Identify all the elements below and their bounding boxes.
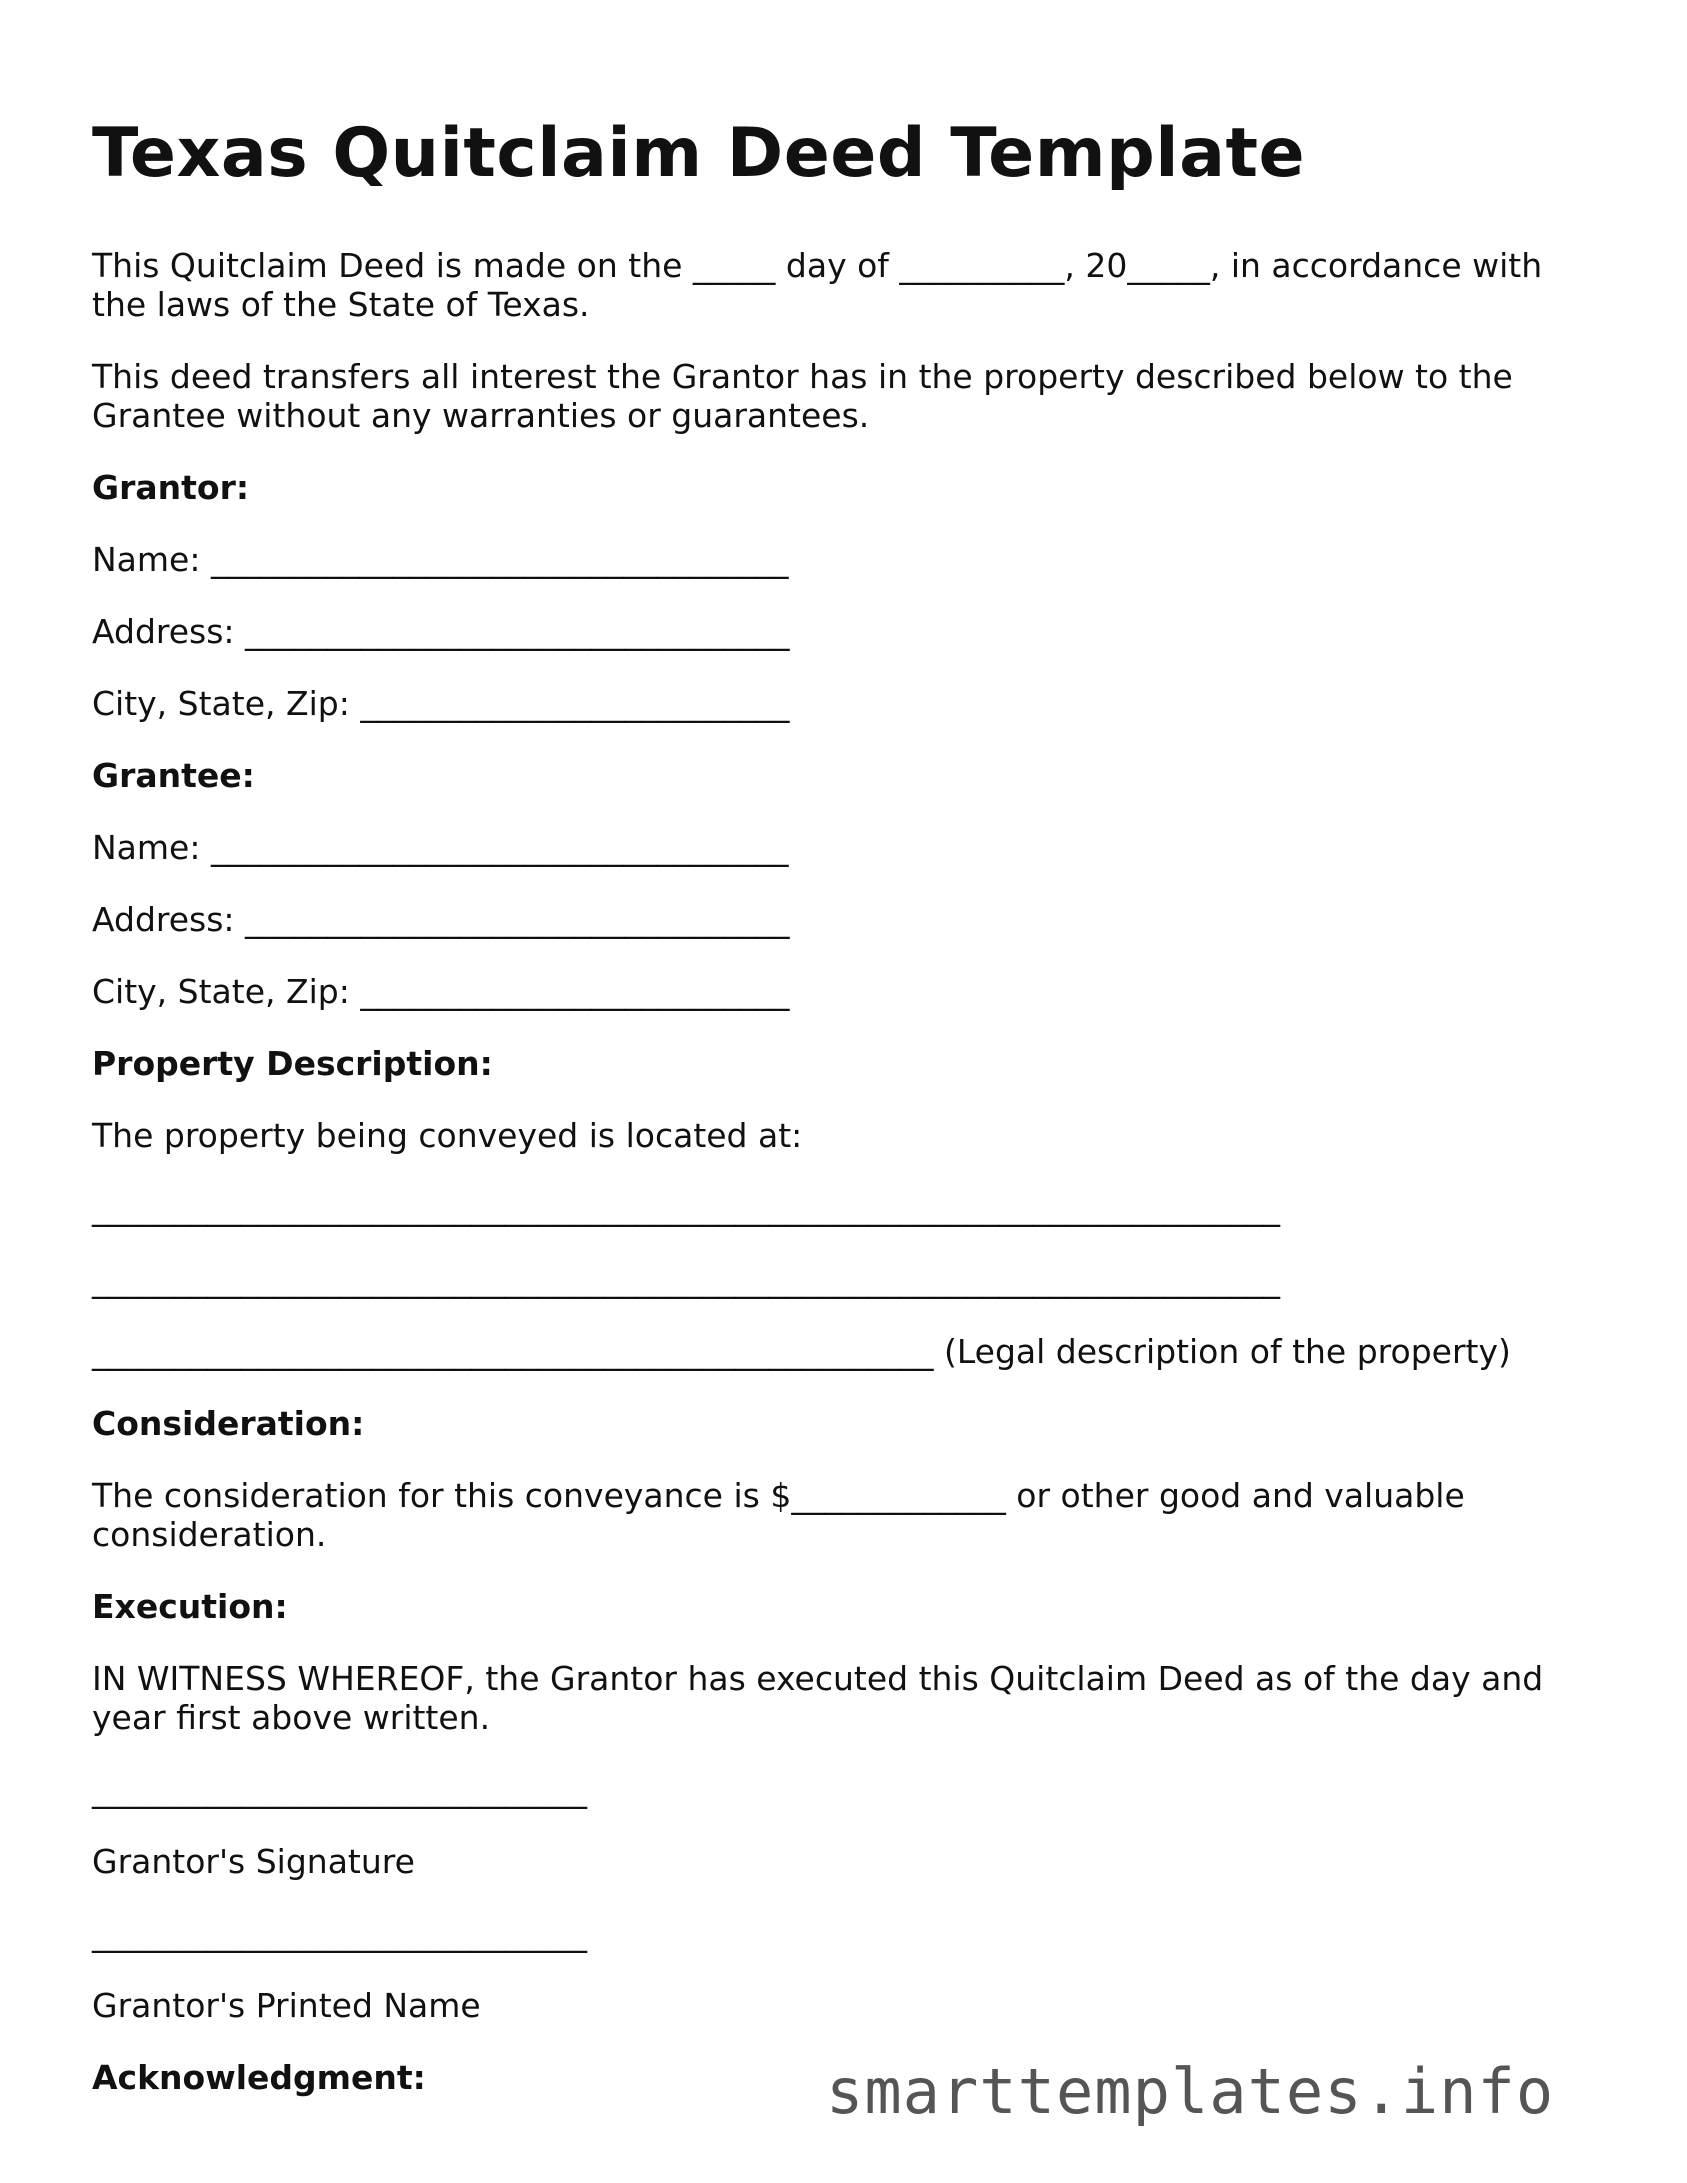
property-blank-1: ________________________________________________________________________ — [92, 1188, 1280, 1227]
transfer-line-1: This deed transfers all interest the Grantor has in the property described below to the — [92, 357, 1513, 396]
consideration-line-2: consideration. — [92, 1515, 327, 1554]
grantee-city-field: City, State, Zip: __________________________ — [92, 972, 790, 1011]
grantee-heading: Grantee: — [92, 756, 255, 795]
execution-line-2: year first above written. — [92, 1698, 491, 1737]
transfer-line-2: Grantee without any warranties or guarantees. — [92, 396, 870, 435]
property-text: The property being conveyed is located at: — [92, 1116, 803, 1155]
grantor-heading: Grantor: — [92, 468, 250, 507]
watermark: smarttemplates.info — [826, 2055, 1555, 2128]
grantor-city-field: City, State, Zip: __________________________ — [92, 684, 790, 723]
property-blank-2: ________________________________________________________________________ — [92, 1260, 1280, 1299]
property-heading: Property Description: — [92, 1044, 493, 1083]
execution-heading: Execution: — [92, 1587, 288, 1626]
intro-line-2: the laws of the State of Texas. — [92, 285, 590, 324]
consideration-line-1: The consideration for this conveyance is $_____________ or other good and valuable — [92, 1476, 1465, 1515]
signature-blank: ______________________________ — [92, 1770, 587, 1809]
grantee-address-field: Address: _________________________________ — [92, 900, 790, 939]
acknowledgment-heading: Acknowledgment: — [92, 2058, 426, 2097]
grantee-name-field: Name: ___________________________________ — [92, 828, 789, 867]
grantor-address-field: Address: _________________________________ — [92, 612, 790, 651]
intro-line-1: This Quitclaim Deed is made on the _____ day of __________, 20_____, in accordance with — [92, 246, 1543, 285]
printed-name-label: Grantor's Printed Name — [92, 1986, 481, 2025]
grantor-name-field: Name: ___________________________________ — [92, 540, 789, 579]
property-blank-3: ___________________________________________________ (Legal description of the property) — [92, 1332, 1511, 1371]
printed-name-blank: ______________________________ — [92, 1914, 587, 1953]
document-title: Texas Quitclaim Deed Template — [92, 114, 1306, 193]
signature-label: Grantor's Signature — [92, 1842, 415, 1881]
execution-line-1: IN WITNESS WHEREOF, the Grantor has executed this Quitclaim Deed as of the day and — [92, 1659, 1544, 1698]
consideration-heading: Consideration: — [92, 1404, 365, 1443]
